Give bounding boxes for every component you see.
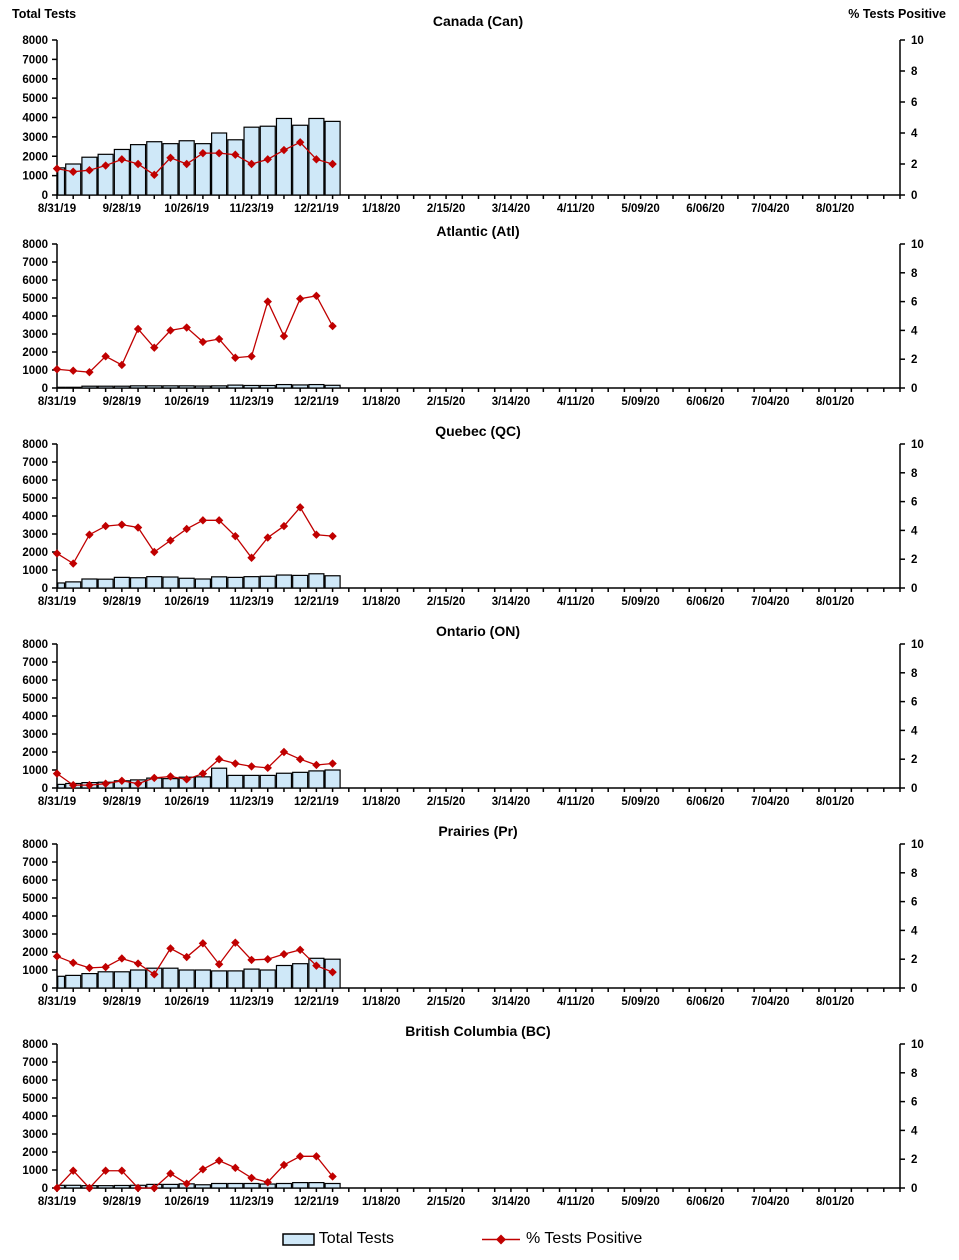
svg-text:4000: 4000 <box>22 112 48 125</box>
legend-item-total-tests <box>281 1230 394 1248</box>
diamond-marker <box>247 352 255 360</box>
diamond-marker <box>182 525 190 533</box>
svg-text:5000: 5000 <box>22 693 48 705</box>
diamond-marker <box>101 522 109 530</box>
diamond-marker <box>69 367 77 375</box>
svg-text:11/23/19: 11/23/19 <box>229 996 274 1008</box>
svg-text:6000: 6000 <box>22 275 48 287</box>
svg-text:4: 4 <box>911 128 918 140</box>
svg-text:4/11/20: 4/11/20 <box>556 203 595 215</box>
svg-text:1/18/20: 1/18/20 <box>362 396 401 408</box>
total-tests-bars <box>58 385 340 388</box>
diamond-marker <box>150 548 158 556</box>
chart-panel-prairies <box>0 818 959 1018</box>
diamond-marker <box>134 959 142 967</box>
diamond-marker <box>312 761 320 769</box>
diamond-marker <box>166 944 174 952</box>
svg-text:7000: 7000 <box>22 657 48 669</box>
diamond-marker <box>247 762 255 770</box>
diamond-marker <box>85 531 93 539</box>
svg-text:5000: 5000 <box>22 293 48 305</box>
chart-title-ontario: Ontario (ON) <box>436 623 520 639</box>
svg-text:10/26/19: 10/26/19 <box>164 396 210 408</box>
svg-text:12/21/19: 12/21/19 <box>294 1196 339 1208</box>
chart-title-prairies: Prairies (Pr) <box>438 823 518 839</box>
british-columbia-plot-area <box>22 1039 923 1208</box>
chart-panel-british-columbia <box>0 1018 959 1218</box>
svg-text:8000: 8000 <box>22 35 48 47</box>
chart-atlantic <box>0 218 959 418</box>
svg-text:10: 10 <box>911 839 924 851</box>
svg-text:5/09/20: 5/09/20 <box>621 796 660 808</box>
svg-text:6/06/20: 6/06/20 <box>686 1196 725 1208</box>
left-axis-title: Total Tests <box>12 7 77 21</box>
svg-text:0: 0 <box>41 1183 48 1195</box>
svg-text:7/04/20: 7/04/20 <box>751 596 790 608</box>
diamond-marker <box>118 520 126 528</box>
svg-text:2: 2 <box>911 554 918 567</box>
chart-canada <box>0 0 959 218</box>
svg-text:7000: 7000 <box>22 54 48 67</box>
svg-text:12/21/19: 12/21/19 <box>294 203 339 215</box>
svg-text:2: 2 <box>911 354 918 367</box>
svg-text:3/14/20: 3/14/20 <box>491 396 531 408</box>
svg-text:3000: 3000 <box>22 729 48 741</box>
total-tests-bars <box>58 768 340 788</box>
chart-british-columbia <box>0 1018 959 1218</box>
svg-text:0: 0 <box>911 583 918 595</box>
diamond-marker <box>53 952 61 960</box>
svg-text:4000: 4000 <box>22 1111 48 1123</box>
svg-text:12/21/19: 12/21/19 <box>294 996 339 1008</box>
svg-text:2000: 2000 <box>22 747 48 759</box>
svg-text:4: 4 <box>911 325 918 338</box>
svg-text:1000: 1000 <box>22 170 48 183</box>
svg-text:7000: 7000 <box>22 257 48 269</box>
svg-text:9/28/19: 9/28/19 <box>102 396 142 408</box>
axes <box>52 644 905 792</box>
svg-text:7000: 7000 <box>22 857 48 869</box>
svg-text:3000: 3000 <box>22 1129 48 1141</box>
svg-text:3/14/20: 3/14/20 <box>491 1196 531 1208</box>
svg-text:8: 8 <box>911 267 918 280</box>
svg-text:1/18/20: 1/18/20 <box>362 996 401 1008</box>
svg-text:4/11/20: 4/11/20 <box>556 796 595 808</box>
svg-text:0: 0 <box>911 190 918 202</box>
svg-text:6: 6 <box>911 696 918 709</box>
svg-text:2: 2 <box>911 159 918 171</box>
svg-text:7/04/20: 7/04/20 <box>751 796 790 808</box>
svg-text:10: 10 <box>911 239 924 251</box>
axes <box>52 1044 905 1192</box>
svg-text:10/26/19: 10/26/19 <box>164 796 210 808</box>
diamond-marker <box>53 549 61 557</box>
svg-text:1000: 1000 <box>22 965 48 977</box>
svg-text:6: 6 <box>911 97 918 109</box>
svg-text:0: 0 <box>41 983 48 995</box>
diamond-marker <box>328 759 336 767</box>
axes <box>52 244 905 392</box>
pct-positive-line <box>53 503 337 568</box>
svg-text:5/09/20: 5/09/20 <box>621 596 660 608</box>
diamond-marker <box>312 531 320 539</box>
svg-text:2/15/20: 2/15/20 <box>426 396 466 408</box>
svg-text:1/18/20: 1/18/20 <box>362 796 401 808</box>
svg-text:8/31/19: 8/31/19 <box>37 596 77 608</box>
diamond-marker <box>118 361 126 369</box>
svg-text:4: 4 <box>911 925 918 938</box>
svg-text:4000: 4000 <box>22 511 48 523</box>
svg-text:12/21/19: 12/21/19 <box>294 396 339 408</box>
svg-text:6000: 6000 <box>22 73 48 86</box>
svg-text:4/11/20: 4/11/20 <box>556 596 595 608</box>
svg-text:12/21/19: 12/21/19 <box>294 596 339 608</box>
svg-text:6000: 6000 <box>22 875 48 887</box>
svg-text:4/11/20: 4/11/20 <box>556 1196 595 1208</box>
diamond-marker <box>312 292 320 300</box>
svg-text:5000: 5000 <box>22 893 48 905</box>
svg-text:2/15/20: 2/15/20 <box>426 1196 466 1208</box>
diamond-marker <box>280 332 288 340</box>
svg-text:4: 4 <box>911 525 918 538</box>
svg-text:1000: 1000 <box>22 565 48 577</box>
svg-text:11/23/19: 11/23/19 <box>229 203 274 215</box>
diamond-marker <box>101 963 109 971</box>
svg-text:10/26/19: 10/26/19 <box>164 996 210 1008</box>
svg-text:8: 8 <box>911 467 918 480</box>
svg-text:1000: 1000 <box>22 365 48 377</box>
svg-text:8/01/20: 8/01/20 <box>815 203 855 215</box>
chart-prairies <box>0 818 959 1018</box>
svg-text:2000: 2000 <box>22 151 48 164</box>
svg-text:2000: 2000 <box>22 347 48 359</box>
legend-item-pct-positive <box>480 1230 642 1248</box>
svg-text:11/23/19: 11/23/19 <box>229 396 274 408</box>
svg-text:6/06/20: 6/06/20 <box>686 396 725 408</box>
svg-text:3000: 3000 <box>22 929 48 941</box>
svg-text:0: 0 <box>41 583 48 595</box>
prairies-plot-area <box>22 839 923 1008</box>
svg-text:8: 8 <box>911 867 918 880</box>
svg-text:11/23/19: 11/23/19 <box>229 796 274 808</box>
svg-text:7000: 7000 <box>22 457 48 469</box>
svg-text:0: 0 <box>41 783 48 795</box>
svg-text:6000: 6000 <box>22 675 48 687</box>
svg-text:8/01/20: 8/01/20 <box>815 796 855 808</box>
svg-text:6000: 6000 <box>22 1075 48 1087</box>
chart-title-british-columbia: British Columbia (BC) <box>405 1023 551 1039</box>
svg-text:2000: 2000 <box>22 947 48 959</box>
svg-text:8/01/20: 8/01/20 <box>815 996 855 1008</box>
diamond-marker <box>264 955 272 963</box>
chart-panel-canada <box>0 0 959 218</box>
axes <box>52 444 905 592</box>
diamond-marker <box>264 297 272 305</box>
diamond-marker <box>118 954 126 962</box>
axis-labels <box>22 239 923 408</box>
chart-panel-quebec <box>0 418 959 618</box>
svg-text:5/09/20: 5/09/20 <box>621 203 660 215</box>
svg-text:6/06/20: 6/06/20 <box>686 203 725 215</box>
diamond-marker <box>166 536 174 544</box>
svg-text:8: 8 <box>911 667 918 680</box>
svg-text:8/31/19: 8/31/19 <box>37 203 77 215</box>
svg-text:11/23/19: 11/23/19 <box>229 1196 274 1208</box>
svg-text:4000: 4000 <box>22 911 48 923</box>
chart-panel-atlantic <box>0 218 959 418</box>
diamond-marker <box>231 759 239 767</box>
svg-text:9/28/19: 9/28/19 <box>102 1196 142 1208</box>
svg-text:1000: 1000 <box>22 1165 48 1177</box>
svg-text:5000: 5000 <box>22 1093 48 1105</box>
svg-text:6000: 6000 <box>22 475 48 487</box>
svg-text:10: 10 <box>911 439 924 451</box>
svg-text:6: 6 <box>911 296 918 309</box>
right-axis-title: % Tests Positive <box>848 7 946 21</box>
svg-text:5/09/20: 5/09/20 <box>621 996 660 1008</box>
svg-text:2/15/20: 2/15/20 <box>426 796 466 808</box>
svg-text:8000: 8000 <box>22 239 48 251</box>
total-tests-bars <box>58 1183 340 1188</box>
svg-text:8: 8 <box>911 1067 918 1080</box>
chart-title-quebec: Quebec (QC) <box>435 423 521 439</box>
svg-text:8000: 8000 <box>22 1039 48 1051</box>
svg-text:1000: 1000 <box>22 765 48 777</box>
svg-text:6: 6 <box>911 896 918 909</box>
svg-text:6/06/20: 6/06/20 <box>686 996 725 1008</box>
svg-text:1/18/20: 1/18/20 <box>362 1196 401 1208</box>
svg-text:10/26/19: 10/26/19 <box>164 1196 210 1208</box>
svg-text:4: 4 <box>911 1125 918 1138</box>
svg-text:2000: 2000 <box>22 1147 48 1159</box>
diamond-marker <box>231 1164 239 1172</box>
legend-label-total-tests: Total Tests <box>318 1230 395 1247</box>
quebec-plot-area <box>22 439 923 608</box>
svg-text:5/09/20: 5/09/20 <box>621 396 660 408</box>
diamond-marker <box>215 1156 223 1164</box>
svg-text:5000: 5000 <box>22 93 48 106</box>
svg-text:6/06/20: 6/06/20 <box>686 796 725 808</box>
svg-text:6: 6 <box>911 1096 918 1109</box>
atlantic-plot-area <box>22 239 923 408</box>
legend-label-pct-positive: % Tests Positive <box>526 1230 643 1247</box>
pct-positive-line <box>53 292 337 377</box>
diamond-marker <box>69 959 77 967</box>
diamond-marker <box>53 365 61 373</box>
svg-text:10/26/19: 10/26/19 <box>164 203 210 215</box>
svg-text:9/28/19: 9/28/19 <box>102 796 142 808</box>
diamond-marker <box>134 523 142 531</box>
axis-labels <box>22 1039 923 1208</box>
svg-text:9/28/19: 9/28/19 <box>102 996 142 1008</box>
svg-text:0: 0 <box>41 190 48 202</box>
svg-text:10: 10 <box>911 35 924 47</box>
svg-text:12/21/19: 12/21/19 <box>294 796 339 808</box>
svg-text:9/28/19: 9/28/19 <box>102 203 142 215</box>
svg-text:8000: 8000 <box>22 439 48 451</box>
svg-text:6: 6 <box>911 496 918 509</box>
svg-text:0: 0 <box>911 983 918 995</box>
svg-text:2: 2 <box>911 954 918 967</box>
svg-text:10/26/19: 10/26/19 <box>164 596 210 608</box>
svg-text:3000: 3000 <box>22 529 48 541</box>
svg-text:5000: 5000 <box>22 493 48 505</box>
svg-text:8/01/20: 8/01/20 <box>815 596 855 608</box>
svg-text:7/04/20: 7/04/20 <box>751 996 790 1008</box>
svg-text:8/31/19: 8/31/19 <box>37 1196 77 1208</box>
svg-text:3000: 3000 <box>22 131 48 144</box>
diamond-marker <box>296 295 304 303</box>
diamond-marker <box>69 559 77 567</box>
svg-text:4: 4 <box>911 725 918 738</box>
svg-text:7/04/20: 7/04/20 <box>751 396 790 408</box>
total-tests-bars <box>58 118 340 195</box>
svg-text:7000: 7000 <box>22 1057 48 1069</box>
diamond-marker <box>328 322 336 330</box>
legend <box>0 1218 941 1260</box>
svg-text:8/31/19: 8/31/19 <box>37 796 77 808</box>
svg-text:0: 0 <box>41 383 48 395</box>
chart-title-atlantic: Atlantic (Atl) <box>436 223 520 239</box>
svg-text:7/04/20: 7/04/20 <box>751 1196 790 1208</box>
chart-panel-ontario <box>0 618 959 818</box>
diamond-marker <box>247 1174 255 1182</box>
chart-title-canada: Canada (Can) <box>432 13 524 29</box>
line-diamond-swatch-icon <box>480 1232 524 1247</box>
svg-text:5/09/20: 5/09/20 <box>621 1196 660 1208</box>
svg-text:4/11/20: 4/11/20 <box>556 996 595 1008</box>
chart-ontario <box>0 618 959 818</box>
svg-text:8/01/20: 8/01/20 <box>815 396 855 408</box>
svg-text:1/18/20: 1/18/20 <box>362 596 401 608</box>
total-tests-bars <box>58 958 340 988</box>
svg-text:8: 8 <box>911 66 918 78</box>
svg-text:4000: 4000 <box>22 711 48 723</box>
canada-plot-area <box>22 35 923 215</box>
diamond-marker <box>199 516 207 524</box>
svg-text:9/28/19: 9/28/19 <box>102 596 142 608</box>
svg-text:10: 10 <box>911 639 924 651</box>
svg-text:3/14/20: 3/14/20 <box>491 203 531 215</box>
bar-swatch-icon <box>281 1232 317 1247</box>
svg-text:2/15/20: 2/15/20 <box>426 996 466 1008</box>
diamond-marker <box>280 950 288 958</box>
diamond-marker <box>296 755 304 763</box>
svg-text:0: 0 <box>911 1183 918 1195</box>
svg-text:2: 2 <box>911 1154 918 1167</box>
svg-text:1/18/20: 1/18/20 <box>362 203 401 215</box>
svg-text:4/11/20: 4/11/20 <box>556 396 595 408</box>
svg-text:3/14/20: 3/14/20 <box>491 796 531 808</box>
svg-text:2/15/20: 2/15/20 <box>426 596 466 608</box>
svg-text:8000: 8000 <box>22 639 48 651</box>
svg-text:6/06/20: 6/06/20 <box>686 596 725 608</box>
svg-text:8000: 8000 <box>22 839 48 851</box>
total-tests-bars <box>58 574 340 588</box>
svg-text:2/15/20: 2/15/20 <box>426 203 466 215</box>
diamond-marker <box>328 532 336 540</box>
diamond-marker <box>85 964 93 972</box>
svg-text:8/31/19: 8/31/19 <box>37 396 77 408</box>
svg-text:3000: 3000 <box>22 329 48 341</box>
svg-text:2000: 2000 <box>22 547 48 559</box>
svg-text:2: 2 <box>911 754 918 767</box>
svg-text:3/14/20: 3/14/20 <box>491 996 531 1008</box>
svg-text:0: 0 <box>911 383 918 395</box>
diamond-marker <box>296 1152 304 1160</box>
svg-text:4000: 4000 <box>22 311 48 323</box>
ontario-plot-area <box>22 639 923 808</box>
svg-text:10: 10 <box>911 1039 924 1051</box>
svg-text:11/23/19: 11/23/19 <box>229 596 274 608</box>
svg-text:0: 0 <box>911 783 918 795</box>
svg-text:8/01/20: 8/01/20 <box>815 1196 855 1208</box>
svg-text:3/14/20: 3/14/20 <box>491 596 531 608</box>
chart-quebec <box>0 418 959 618</box>
svg-text:7/04/20: 7/04/20 <box>751 203 790 215</box>
svg-text:8/31/19: 8/31/19 <box>37 996 77 1008</box>
